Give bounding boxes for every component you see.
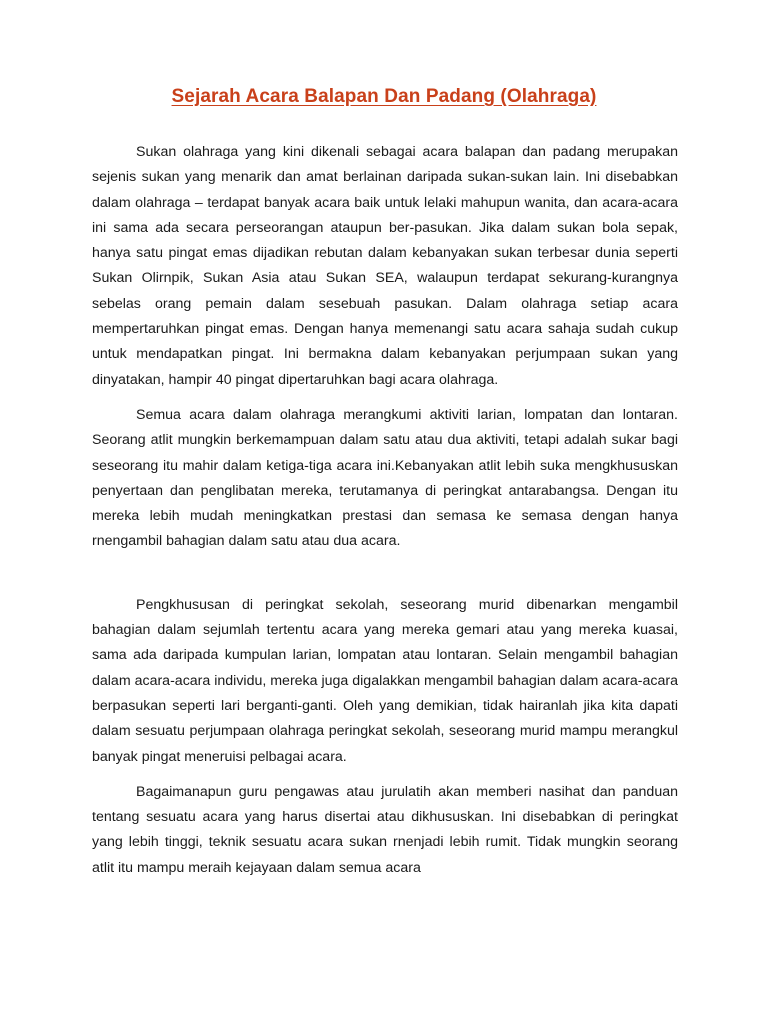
document-title: Sejarah Acara Balapan Dan Padang (Olahraga) bbox=[171, 86, 597, 107]
paragraph-4: Bagaimanapun guru pengawas atau jurulatih akan memberi nasihat dan panduan tentang sesuatu acara yang harus disertai atau dikhususkan. Ini disebabkan di peringkat yang lebih tinggi, teknik sesuatu acara sukan rnenjadi lebih rumit. Tidak mungkin seorang atlit itu mampu meraih kejayaan dalam semua acara bbox=[92, 783, 678, 876]
paragraph-3: Pengkhususan di peringkat sekolah, seseorang murid dibenarkan mengambil bahagian dalam sejumlah tertentu acara yang mereka gemari atau yang mereka kuasai, sama ada daripada kumpulan larian, lompatan atau lontaran. Selain mengambil bahagian dalam acara-acara individu, mereka juga digalakkan mengambil bahagian dalam acara-acara berpasukan seperti lari berganti-ganti. Oleh yang demikian, tidak hairanlah jika kita dapati dalam sesuatu perjumpaan olahraga peringkat sekolah, seseorang murid mampu merangkul banyak pingat meneruisi pelbagai acara. bbox=[92, 596, 678, 765]
paragraph-1: Sukan olahraga yang kini dikenali sebagai acara balapan dan padang merupakan sejenis sukan yang menarik dan amat berlainan daripada sukan-sukan lain. Ini disebabkan dalam olahraga – terdapat banyak acara baik untuk lelaki mahupun wanita, dan acara-acara ini sama ada secara perseorangan ataupun ber-pasukan. Jika dalam sukan bola sepak, hanya satu pingat emas dijadikan rebutan dalam kebanyakan sukan terbesar dunia seperti Sukan Olirnpik, Sukan Asia atau Sukan SEA, walaupun terdapat sekurang-kurangnya sebelas orang pemain dalam sesebuah pasukan. Dalam olahraga setiap acara mempertaruhkan pingat emas. Dengan hanya memenangi satu acara sahaja sudah cukup untuk mendapatkan pingat. Ini bermakna dalam kebanyakan perjumpaan sukan yang dinyatakan, hampir 40 pingat dipertaruhkan bagi acara olahraga. bbox=[92, 144, 678, 388]
paragraph-2: Semua acara dalam olahraga merangkumi aktiviti larian, lompatan dan lontaran. Seorang atlit mungkin berkemampuan dalam satu atau dua aktiviti, tetapi adalah sukar bagi seseorang itu mahir dalam ketiga-tiga acara ini.Kebanyakan atlit lebih suka mengkhususkan penyertaan dan penglibatan mereka, terutamanya di peringkat antarabangsa. Dengan itu mereka lebih mudah meningkatkan prestasi dan semasa ke semasa dengan hanya rnengambil bahagian dalam satu atau dua acara. bbox=[92, 406, 678, 550]
document-body bbox=[92, 140, 678, 881]
